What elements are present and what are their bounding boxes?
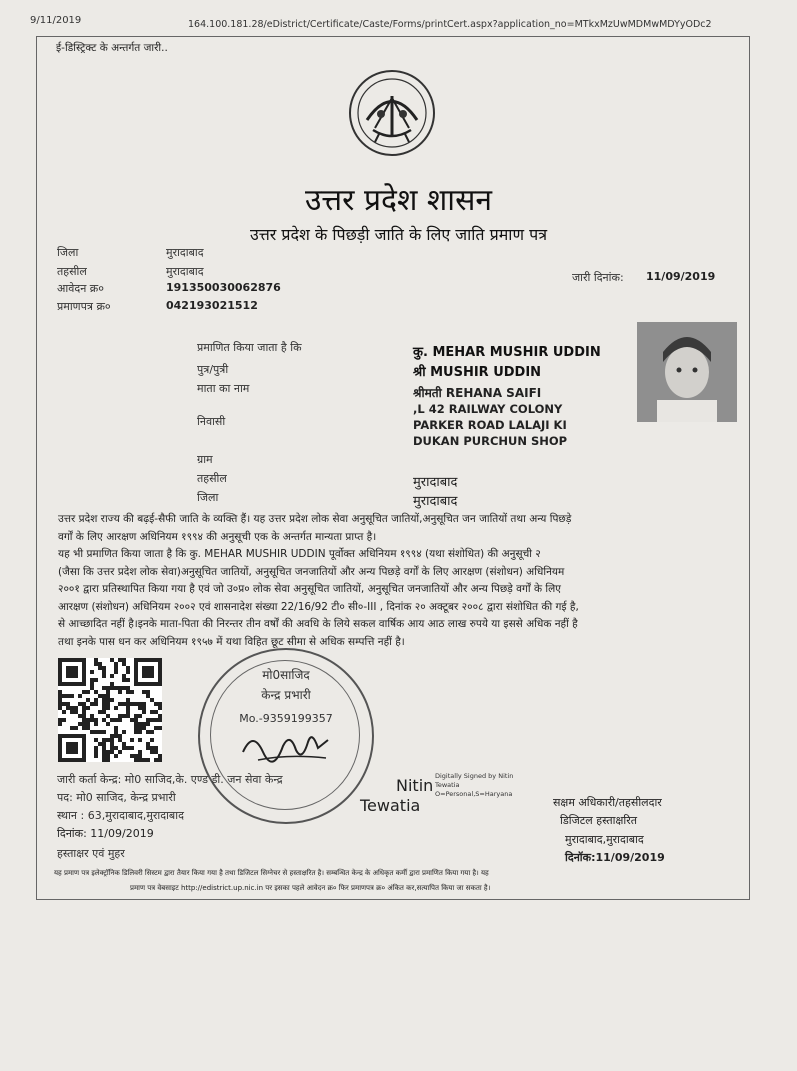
tehsil-label: तहसील [57,265,87,278]
certificate-number: 042193021512 [166,299,258,312]
son-daughter-label: पुत्र/पुत्री [197,363,229,376]
district-value: मुरादाबाद [166,246,204,259]
issuer-date: दिनांक: 11/09/2019 [57,827,154,840]
details-district-label: जिला [197,491,219,504]
footer-note-line-2: प्रमाण पत्र वेबसाइट http://edistrict.up.nic.in पर इसका पहले आवेदन क्र० फिर प्रमाणपत्र क्र० अंकित कर,सत्यापित किया जा सकता है। [130,884,491,892]
details-tehsil-label: तहसील [197,472,227,485]
print-url: 164.100.181.28/eDistrict/Certificate/Caste/Forms/printCert.aspx?application_no=MTkxMzUwMDMwMDYyODc2 [188,19,712,30]
body-line: यह भी प्रमाणित किया जाता है कि कु. MEHAR MUSHIR UDDIN पूर्वोक्त अधिनियम १९९४ (यथा संशोधित) की अनुसूची २ [58,548,541,560]
issue-date-label: जारी दिनांक: [572,271,624,284]
mother-name: श्रीमती REHANA SAIFI [413,386,542,400]
print-date: 9/11/2019 [30,15,82,26]
officer-date: दिनॉक:11/09/2019 [565,851,665,864]
application-number: 191350030062876 [166,281,281,294]
body-line: वर्गों के लिए आरक्षण अधिनियम १९९४ की अनुसूची एक के अन्तर्गत मान्यता प्राप्त है। [58,530,377,543]
certify-label: प्रमाणित किया जाता है कि [197,341,302,354]
application-label: आवेदन क्र० [57,282,104,295]
digital-sign-name-2: Tewatia [360,796,421,815]
digital-sign-name-1: Nitin [396,776,434,795]
officer-place: मुरादाबाद,मुरादाबाद [565,833,644,846]
certificate-title: उत्तर प्रदेश शासन [304,183,492,218]
details-district-value: मुरादाबाद [413,494,458,509]
body-line: तथा इनके पास धन कर अधिनियम १९५७ में यथा विहित छूट सीमा से अधिक सम्पत्ति नहीं है। [58,635,405,648]
address-line-2: PARKER ROAD LALAJI KI [413,418,567,432]
mother-label: माता का नाम [197,382,250,395]
up-emblem-seal [345,68,440,158]
digital-sign-detail-3: O=Personal,S=Haryana [435,790,513,798]
issuer-centre: जारी कर्ता केन्द्र: मो0 साजिद,के. एण्ड डी. जन सेवा केन्द्र [57,773,283,786]
body-line: २००१ द्वारा प्रतिस्थापित किया गया है एवं जो उ०प्र० लोक सेवा अनुसूचित जातियों, अनुसूचित जनजातियों और अन्य पिछड़े वर्गों के लिए [58,583,561,595]
body-line: (जैसा कि उत्तर प्रदेश लोक सेवा)अनुसूचित जातियों, अनुसूचित जनजातियों और अन्य पिछड़े वर्गों के लिए आरक्षण (संशोधन) अधिनियम [58,565,565,578]
certificate-frame [36,36,750,900]
village-label: ग्राम [197,453,213,466]
applicant-photo [637,322,737,422]
qr-code [58,658,162,762]
stamp-line-2: केन्द्र प्रभारी [261,688,311,702]
issuer-sign-label: हस्ताक्षर एवं मुहर [57,847,125,860]
digital-sign-detail-2: Tewatia [435,781,460,789]
body-line: उत्तर प्रदेश राज्य की बढ़ई-सैफी जाति के व्यक्ति हैं। यह उत्तर प्रदेश लोक सेवा अनुसूचित जातियों,अनुसूचित जन जातियों तथा अन्य पिछड़े [58,513,572,525]
issuer-designation: पद: मो0 साजिद, केन्द्र प्रभारी [57,791,176,804]
address-line-1: ,L 42 RAILWAY COLONY [413,402,563,416]
district-label: जिला [57,246,79,259]
details-tehsil-value: मुरादाबाद [413,475,458,490]
certificate-subtitle: उत्तर प्रदेश के पिछड़ी जाति के लिए जाति प्रमाण पत्र [249,225,548,244]
applicant-name: कु. MEHAR MUSHIR UDDIN [413,345,601,360]
certificate-label: प्रमाणपत्र क्र० [57,300,111,313]
issue-date-value: 11/09/2019 [646,270,716,283]
footer-note-line-1: यह प्रमाण पत्र इलेक्ट्रॉनिक डिलिवरी सिस्टम द्वारा तैयार किया गया है तथा डिजिटल सिग्नेचर से हस्ताक्षरित है। सम्बन्धित केन्द्र के अधिकृत कर्मी द्वारा प्रमाणित किया गया है। यह [54,869,489,877]
issued-under-text: ई-डिस्ट्रिक्ट के अन्तर्गत जारी.. [56,42,168,54]
tehsil-value: मुरादाबाद [166,265,204,278]
officer-title: सक्षम अधिकारी/तहसीलदार [553,796,662,809]
digital-sign-detail-1: Digitally Signed by Nitin [435,772,514,780]
issuer-place: स्थान : 63,मुरादाबाद,मुरादाबाद [57,809,184,822]
stamp-line-1: मो0साजिद [262,668,310,682]
body-line: से आच्छादित नहीं है।इनके माता-पिता की निरन्तर तीन वर्षों की अवधि के लिये सकल वार्षिक आय आठ लाख रुपये या इससे अधिक नहीं है [58,618,578,630]
resident-label: निवासी [197,415,226,428]
body-line: आरक्षण (संशोधन) अधिनियम २००२ एवं शासनादेश संख्या 22/16/92 टी० सी०-III , दिनांक २० अक्टूबर २००८ द्वारा संशोधित की गई है, [58,600,579,613]
certificate-body [58,511,738,651]
officer-signed: डिजिटल हस्ताक्षरित [560,814,637,827]
address-line-3: DUKAN PURCHUN SHOP [413,434,568,448]
father-name: श्री MUSHIR UDDIN [413,365,542,380]
handwritten-signature [238,722,338,767]
stamp-line-3: Mo.-9359199357 [239,712,333,725]
